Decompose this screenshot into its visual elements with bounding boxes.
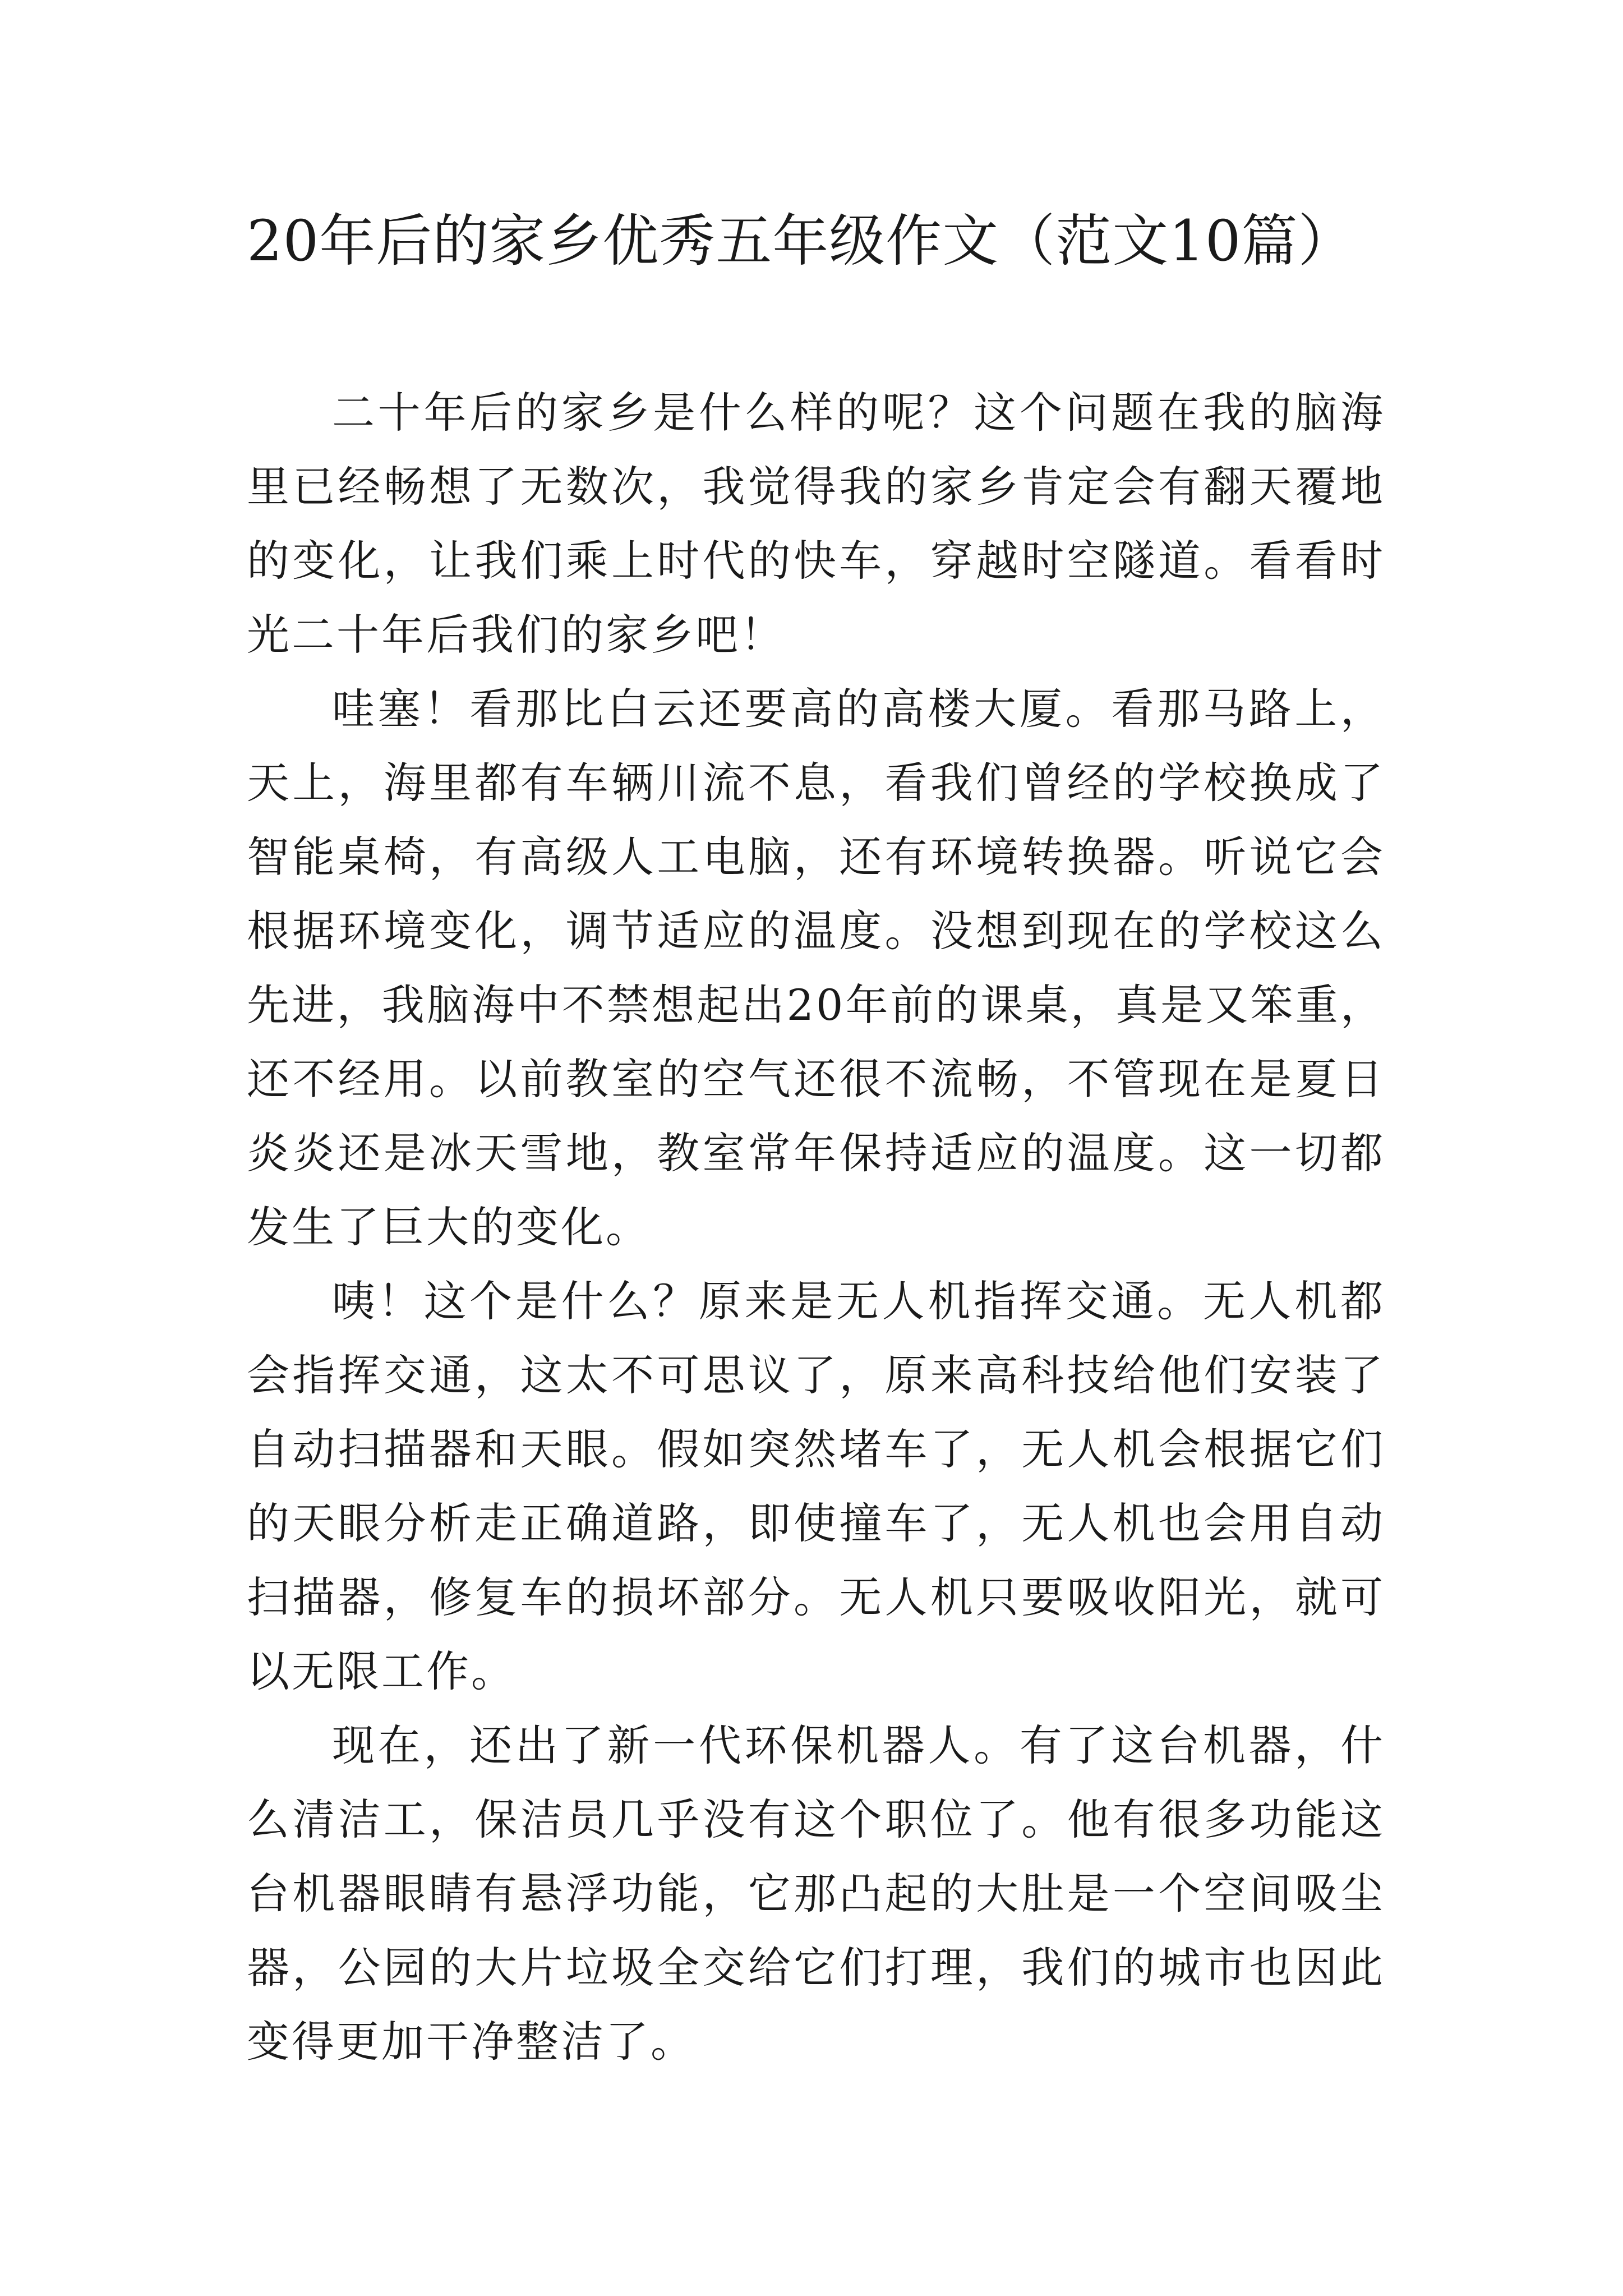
document-body [247,376,1385,2079]
paragraph: 哇塞！看那比白云还要高的高楼大厦。看那马路上，天上，海里都有车辆川流不息，看我们曾经的学校换成了智能桌椅，有高级人工电脑，还有环境转换器。听说它会根据环境变化，调节适应的温度。没想到现在的学校这么先进，我脑海中不禁想起出20年前的课桌，真是又笨重，还不经用。以前教室的空气还很不流畅，不管现在是夏日炎炎还是冰天雪地，教室常年保持适应的温度。这一切都发生了巨大的变化。 [247,684,1385,1252]
paragraph: 现在，还出了新一代环保机器人。有了这台机器，什么清洁工，保洁员几乎没有这个职位了。他有很多功能这台机器眼睛有悬浮功能，它那凸起的大肚是一个空间吸尘器，公园的大片垃圾全交给它们打理，我们的城市也因此变得更加干净整洁了。 [247,1720,1385,2067]
paragraph: 二十年后的家乡是什么样的呢？这个问题在我的脑海里已经畅想了无数次，我觉得我的家乡肯定会有翻天覆地的变化，让我们乘上时代的快车，穿越时空隧道。看看时光二十年后我们的家乡吧！ [247,388,1385,660]
paragraph: 咦！这个是什么？原来是无人机指挥交通。无人机都会指挥交通，这太不可思议了，原来高科技给他们安装了自动扫描器和天眼。假如突然堵车了，无人机会根据它们的天眼分析走正确道路，即使撞车了，无人机也会用自动扫描器，修复车的损坏部分。无人机只要吸收阳光，就可以无限工作。 [247,1276,1385,1696]
document-title: 20年后的家乡优秀五年级作文（范文10篇） [247,208,1355,274]
